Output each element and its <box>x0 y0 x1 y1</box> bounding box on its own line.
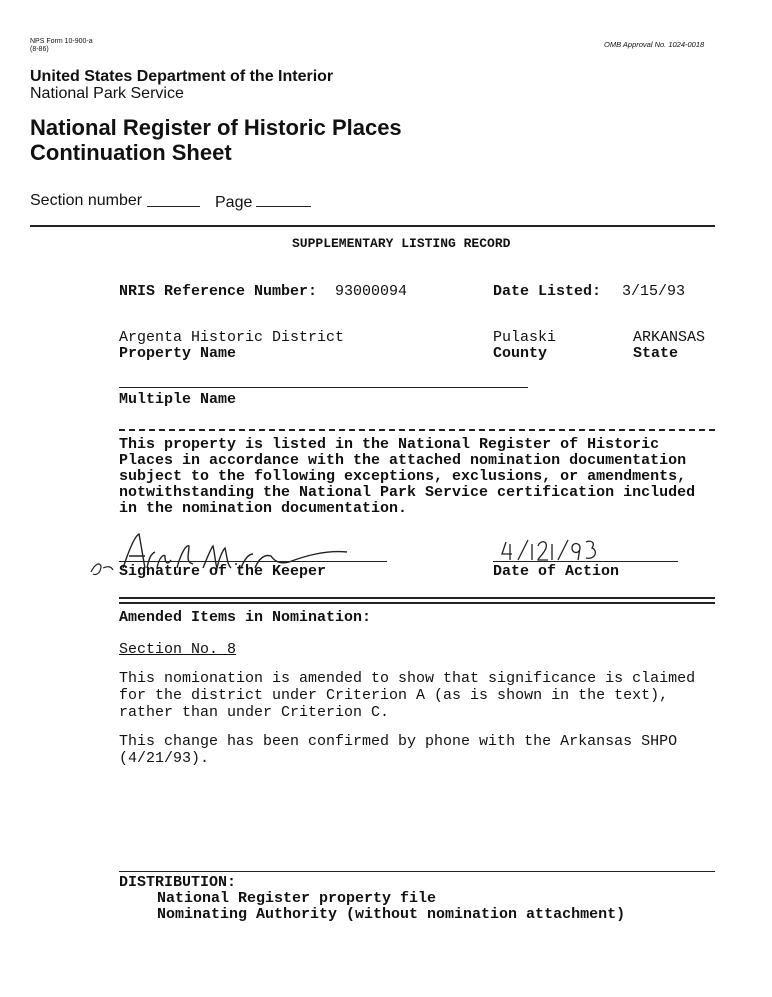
section-number-label: Section number <box>30 192 143 209</box>
state-label: State <box>633 345 679 362</box>
date-of-action-label: Date of Action <box>493 563 620 580</box>
county-value: Pulaski <box>493 329 557 346</box>
statement-line: notwithstanding the National Park Service certification included <box>119 484 696 501</box>
page-subtitle: Continuation Sheet <box>30 140 232 165</box>
signature-label: Signature of the Keeper <box>119 563 327 580</box>
section-number-blank <box>147 206 200 207</box>
amendment-line: This nomionation is amended to show that significance is claimed <box>119 670 696 687</box>
distribution-item: Nominating Authority (without nomination attachment) <box>157 906 626 923</box>
date-listed-label: Date Listed: <box>493 283 602 300</box>
distribution-item: National Register property file <box>157 890 437 907</box>
omb-approval: OMB Approval No. 1024-0018 <box>604 40 705 49</box>
statement-line: This property is listed in the National Register of Historic <box>119 436 660 453</box>
statement-line: Places in accordance with the attached nomination documentation <box>119 452 687 469</box>
county-label: County <box>493 345 548 362</box>
nris-value: 93000094 <box>335 283 408 300</box>
statement-line: in the nomination documentation. <box>119 500 408 517</box>
multiple-name-line <box>119 387 528 388</box>
multiple-name-label: Multiple Name <box>119 391 237 408</box>
date-listed-value: 3/15/93 <box>622 283 686 300</box>
property-name-value: Argenta Historic District <box>119 329 345 346</box>
statement-line: subject to the following exceptions, exclusions, or amendments, <box>119 468 687 485</box>
nris-label: NRIS Reference Number: <box>119 283 318 300</box>
distribution-heading: DISTRIBUTION: <box>119 874 237 891</box>
amendment-line: for the district under Criterion A (as is shown in the text), <box>119 687 669 704</box>
dashed-divider <box>119 429 715 431</box>
date-of-action-line <box>493 561 678 562</box>
record-heading: SUPPLEMENTARY LISTING RECORD <box>292 236 511 251</box>
double-divider <box>119 597 715 604</box>
amended-section: Section No. 8 <box>119 641 237 658</box>
confirmation-line: (4/21/93). <box>119 750 210 767</box>
amendment-line: rather than under Criterion C. <box>119 704 390 721</box>
service-name: National Park Service <box>30 85 184 102</box>
distribution-divider <box>119 871 715 872</box>
page-title: National Register of Historic Places <box>30 115 402 140</box>
page-label: Page <box>215 194 253 211</box>
signature-line <box>119 561 387 562</box>
page-blank <box>256 206 311 207</box>
amended-heading: Amended Items in Nomination: <box>119 609 372 626</box>
header-divider <box>30 225 715 227</box>
form-date: (8-86) <box>30 46 49 53</box>
property-name-label: Property Name <box>119 345 237 362</box>
confirmation-line: This change has been confirmed by phone with the Arkansas SHPO <box>119 733 678 750</box>
department-name: United States Department of the Interior <box>30 68 334 85</box>
handwritten-signature <box>85 528 355 590</box>
form-number: NPS Form 10-900-a <box>30 38 93 45</box>
state-value: ARKANSAS <box>633 329 706 346</box>
